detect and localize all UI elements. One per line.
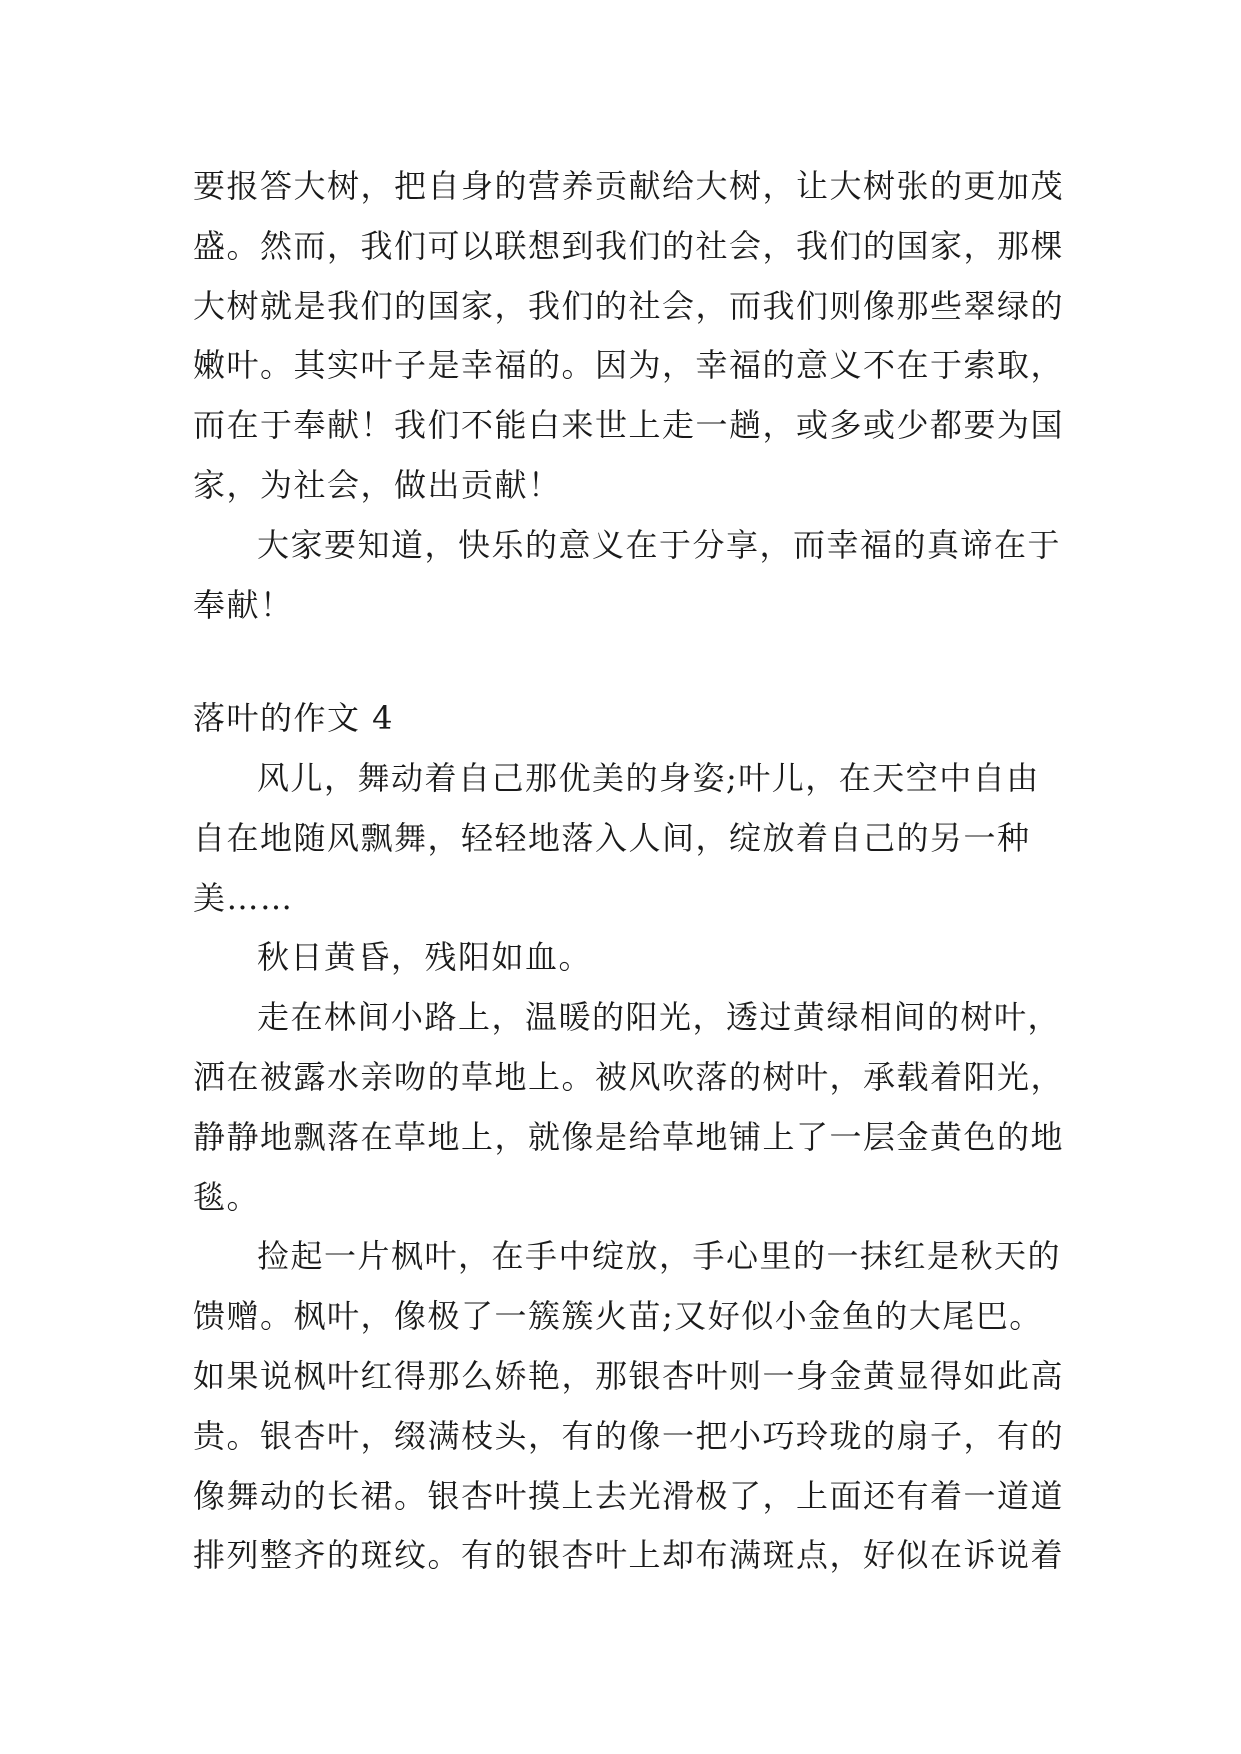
text-line: 毯。	[193, 1178, 261, 1216]
text-line: 风儿，舞动着自己那优美的身姿;叶儿，在天空中自由	[257, 759, 1040, 797]
text-line: 家，为社会，做出贡献！	[193, 466, 562, 504]
text-line: 奉献！	[193, 586, 294, 624]
text-line: 自在地随风飘舞，轻轻地落入人间，绽放着自己的另一种	[193, 819, 1031, 857]
section-heading: 落叶的作文 4	[193, 699, 395, 737]
text-line: 静静地飘落在草地上，就像是给草地铺上了一层金黄色的地	[193, 1118, 1065, 1156]
text-line: 走在林间小路上，温暖的阳光，透过黄绿相间的树叶，	[257, 998, 1062, 1036]
text-line: 秋日黄昏，残阳如血。	[257, 938, 593, 976]
text-line: 美……	[193, 879, 294, 917]
text-line: 像舞动的长裙。银杏叶摸上去光滑极了，上面还有着一道道	[193, 1477, 1065, 1515]
text-line: 嫩叶。其实叶子是幸福的。因为，幸福的意义不在于索取，	[193, 346, 1065, 384]
text-line: 如果说枫叶红得那么娇艳，那银杏叶则一身金黄显得如此高	[193, 1357, 1065, 1395]
text-line: 盛。然而，我们可以联想到我们的社会，我们的国家，那棵	[193, 227, 1065, 265]
text-line: 捡起一片枫叶，在手中绽放，手心里的一抹红是秋天的	[257, 1237, 1062, 1275]
text-line: 洒在被露水亲吻的草地上。被风吹落的树叶，承载着阳光，	[193, 1058, 1065, 1096]
text-line: 馈赠。枫叶，像极了一簇簇火苗;又好似小金鱼的大尾巴。	[193, 1297, 1043, 1335]
text-line: 大家要知道，快乐的意义在于分享，而幸福的真谛在于	[257, 526, 1062, 564]
text-line: 大树就是我们的国家，我们的社会，而我们则像那些翠绿的	[193, 287, 1065, 325]
text-line: 要报答大树，把自身的营养贡献给大树，让大树张的更加茂	[193, 167, 1065, 205]
text-line: 而在于奉献！我们不能白来世上走一趟，或多或少都要为国	[193, 406, 1065, 444]
text-line: 贵。银杏叶，缀满枝头，有的像一把小巧玲珑的扇子，有的	[193, 1417, 1065, 1455]
text-line: 排列整齐的斑纹。有的银杏叶上却布满斑点，好似在诉说着	[193, 1536, 1065, 1574]
